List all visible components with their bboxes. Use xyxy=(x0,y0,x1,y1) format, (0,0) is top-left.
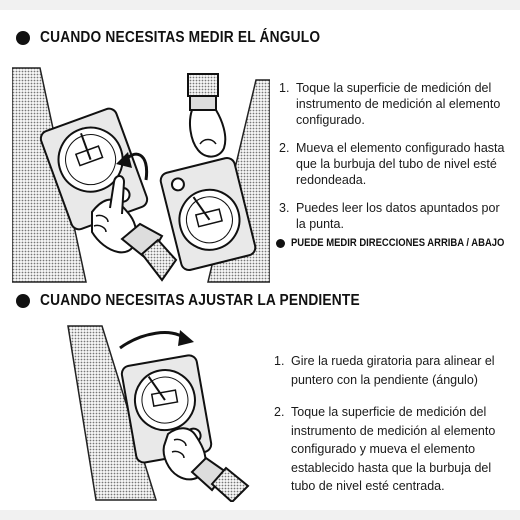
section-heading-adjust-slope xyxy=(16,292,412,310)
step-item xyxy=(279,140,507,188)
direction-note xyxy=(276,237,520,249)
section-heading-measure-angle xyxy=(16,29,366,47)
adjust-slope-illustration xyxy=(62,322,252,502)
adjust-slope-steps xyxy=(274,352,514,510)
step-item xyxy=(279,200,507,232)
step-item xyxy=(274,352,514,389)
step-text: Toque la superficie de medición del instrumento de medición al elemento configurado y mueva el elemento establecido hasta que la burbuja del tubo de nivel esté centrada. xyxy=(291,405,496,493)
hand-icon xyxy=(188,74,225,157)
section-title: CUANDO NECESITAS MEDIR EL ÁNGULO xyxy=(40,29,321,46)
rotate-arrow-icon xyxy=(120,330,194,348)
step-text: Mueva el elemento configurado hasta que la burbuja del tubo de nivel esté redondeada. xyxy=(296,141,505,187)
step-item xyxy=(279,80,507,128)
top-frame-band xyxy=(0,0,520,10)
step-number: 2. xyxy=(279,141,290,155)
step-number: 2. xyxy=(274,405,285,419)
note-text: PUEDE MEDIR DIRECCIONES ARRIBA / ABAJO xyxy=(291,237,505,249)
step-number: 3. xyxy=(279,201,290,215)
step-item xyxy=(274,403,514,496)
step-number: 1. xyxy=(274,354,285,368)
step-text: Toque la superficie de medición del instrumento de medición al elemento configurado. xyxy=(296,81,501,127)
measure-angle-steps xyxy=(279,80,507,244)
bullet-icon xyxy=(276,239,285,248)
measure-angle-illustration xyxy=(12,64,270,286)
step-text: Gire la rueda giratoria para alinear el puntero con la pendiente (ángulo) xyxy=(291,354,495,387)
step-number: 1. xyxy=(279,81,290,95)
bullet-icon xyxy=(16,31,30,45)
bottom-frame-band xyxy=(0,510,520,520)
section-title: CUANDO NECESITAS AJUSTAR LA PENDIENTE xyxy=(40,292,360,309)
bullet-icon xyxy=(16,294,30,308)
step-text: Puedes leer los datos apuntados por la punta. xyxy=(296,201,500,231)
